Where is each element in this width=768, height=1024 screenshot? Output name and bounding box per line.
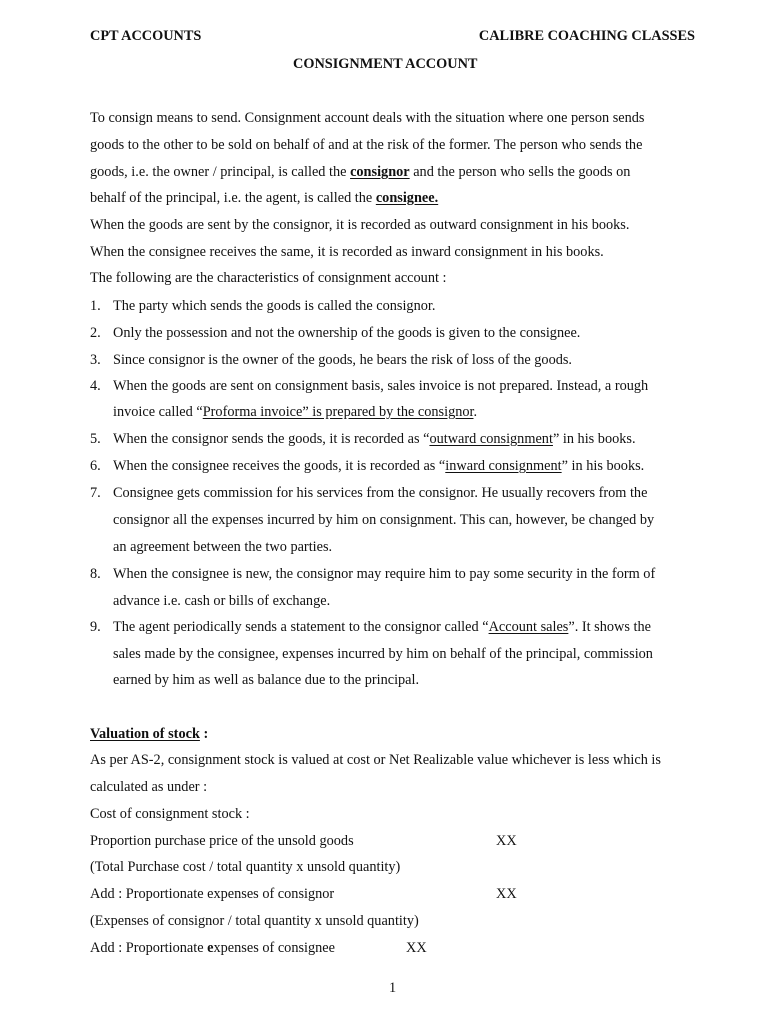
valuation-para-3: Cost of consignment stock : bbox=[90, 806, 250, 822]
list-item-text: Since consignor is the owner of the goods, he bears the risk of loss of the goods. bbox=[113, 352, 573, 368]
calc-row-purchase: Proportion purchase price of the unsold goods bbox=[90, 833, 354, 849]
page-number: 1 bbox=[389, 980, 397, 996]
intro-line-4-a: behalf of the principal, i.e. the agent, is called the bbox=[90, 190, 376, 206]
account-sales-term: Account sales bbox=[488, 619, 569, 635]
item-9-suffix: ”. It shows the bbox=[568, 619, 651, 635]
calc-amount-purchase: XX bbox=[496, 833, 517, 849]
list-item-continuation: earned by him as well as balance due to the principal. bbox=[113, 672, 420, 688]
intro-line-2: goods to the other to be sold on behalf of and at the risk of the former. The person who sends the bbox=[90, 137, 643, 153]
intro-line-4 bbox=[90, 190, 438, 207]
list-item-continuation bbox=[113, 404, 477, 421]
list-item-text bbox=[113, 458, 644, 475]
list-item-number: 9. bbox=[90, 619, 101, 635]
list-item-text bbox=[113, 619, 651, 636]
list-item-text: Consignee gets commission for his services from the consignor. He usually recovers from the bbox=[113, 485, 648, 501]
list-item-number: 6. bbox=[90, 458, 101, 474]
header-right: CALIBRE COACHING CLASSES bbox=[478, 28, 695, 44]
consignee-expenses-b: e bbox=[207, 940, 214, 956]
item-9-prefix: The agent periodically sends a statement to the consignor called “ bbox=[113, 619, 489, 635]
list-item-number: 7. bbox=[90, 485, 101, 501]
item-5-prefix: When the consignor sends the goods, it is recorded as “ bbox=[113, 431, 430, 447]
list-item-text: When the goods are sent on consignment basis, sales invoice is not prepared. Instead, a rough bbox=[113, 378, 649, 394]
list-item-number: 5. bbox=[90, 431, 101, 447]
valuation-para-1: As per AS-2, consignment stock is valued at cost or Net Realizable value whichever is less which is bbox=[90, 752, 661, 768]
inward-consignment-term: inward consignment bbox=[445, 458, 562, 474]
item-6-suffix: ” in his books. bbox=[561, 458, 645, 474]
intro-line-1: To consign means to send. Consignment account deals with the situation where one person sends bbox=[90, 110, 645, 126]
document-title: CONSIGNMENT ACCOUNT bbox=[293, 56, 478, 72]
intro-line-6: When the consignee receives the same, it is recorded as inward consignment in his books. bbox=[90, 244, 604, 260]
list-item-text: When the consignee is new, the consignor may require him to pay some security in the form of bbox=[113, 566, 656, 582]
intro-line-3-a: goods, i.e. the owner / principal, is called the bbox=[90, 164, 351, 180]
proforma-suffix: . bbox=[473, 404, 478, 420]
list-item-continuation: advance i.e. cash or bills of exchange. bbox=[113, 593, 331, 609]
list-item-number: 1. bbox=[90, 298, 101, 314]
intro-line-3-c: and the person who sells the goods on bbox=[409, 164, 631, 180]
valuation-heading-colon: : bbox=[199, 726, 209, 742]
calc-row-consignee-expenses bbox=[90, 940, 335, 957]
proforma-prefix: invoice called “ bbox=[113, 404, 203, 420]
calc-amount-consignor-expenses: XX bbox=[496, 886, 517, 902]
item-6-prefix: When the consignee receives the goods, it is recorded as “ bbox=[113, 458, 446, 474]
section-heading bbox=[90, 726, 208, 743]
consignee-expenses-c: xpenses of consignee bbox=[213, 940, 335, 956]
header-left: CPT ACCOUNTS bbox=[90, 28, 202, 44]
valuation-para-2: calculated as under : bbox=[90, 779, 208, 795]
list-item-number: 4. bbox=[90, 378, 101, 394]
proforma-invoice-term: Proforma invoice” is prepared by the consignor bbox=[202, 404, 474, 420]
calc-row-consignor-expenses: Add : Proportionate expenses of consignor bbox=[90, 886, 335, 902]
list-item-continuation: an agreement between the two parties. bbox=[113, 539, 333, 555]
intro-line-5: When the goods are sent by the consignor, it is recorded as outward consignment in his books. bbox=[90, 217, 630, 233]
calc-amount-consignee-expenses: XX bbox=[406, 940, 427, 956]
consignee-term: consignee. bbox=[375, 190, 439, 206]
list-item-number: 3. bbox=[90, 352, 101, 368]
consignee-expenses-a: Add : Proportionate bbox=[90, 940, 208, 956]
consignor-term: consignor bbox=[350, 164, 410, 180]
item-5-suffix: ” in his books. bbox=[552, 431, 636, 447]
intro-line-3 bbox=[90, 164, 630, 181]
list-item-number: 2. bbox=[90, 325, 101, 341]
calc-row-purchase-formula: (Total Purchase cost / total quantity x unsold quantity) bbox=[90, 859, 401, 875]
outward-consignment-term: outward consignment bbox=[429, 431, 553, 447]
valuation-heading: Valuation of stock bbox=[90, 726, 200, 742]
list-item-text: The party which sends the goods is called the consignor. bbox=[113, 298, 436, 314]
list-item-text: Only the possession and not the ownership of the goods is given to the consignee. bbox=[113, 325, 581, 341]
list-item-continuation: sales made by the consignee, expenses incurred by him on behalf of the principal, commission bbox=[113, 646, 653, 662]
list-item-continuation: consignor all the expenses incurred by him on consignment. This can, however, be changed by bbox=[113, 512, 655, 528]
list-item-text bbox=[113, 431, 636, 448]
intro-line-7: The following are the characteristics of consignment account : bbox=[90, 270, 447, 286]
calc-row-consignor-formula: (Expenses of consignor / total quantity x unsold quantity) bbox=[90, 913, 419, 929]
list-item-number: 8. bbox=[90, 566, 101, 582]
